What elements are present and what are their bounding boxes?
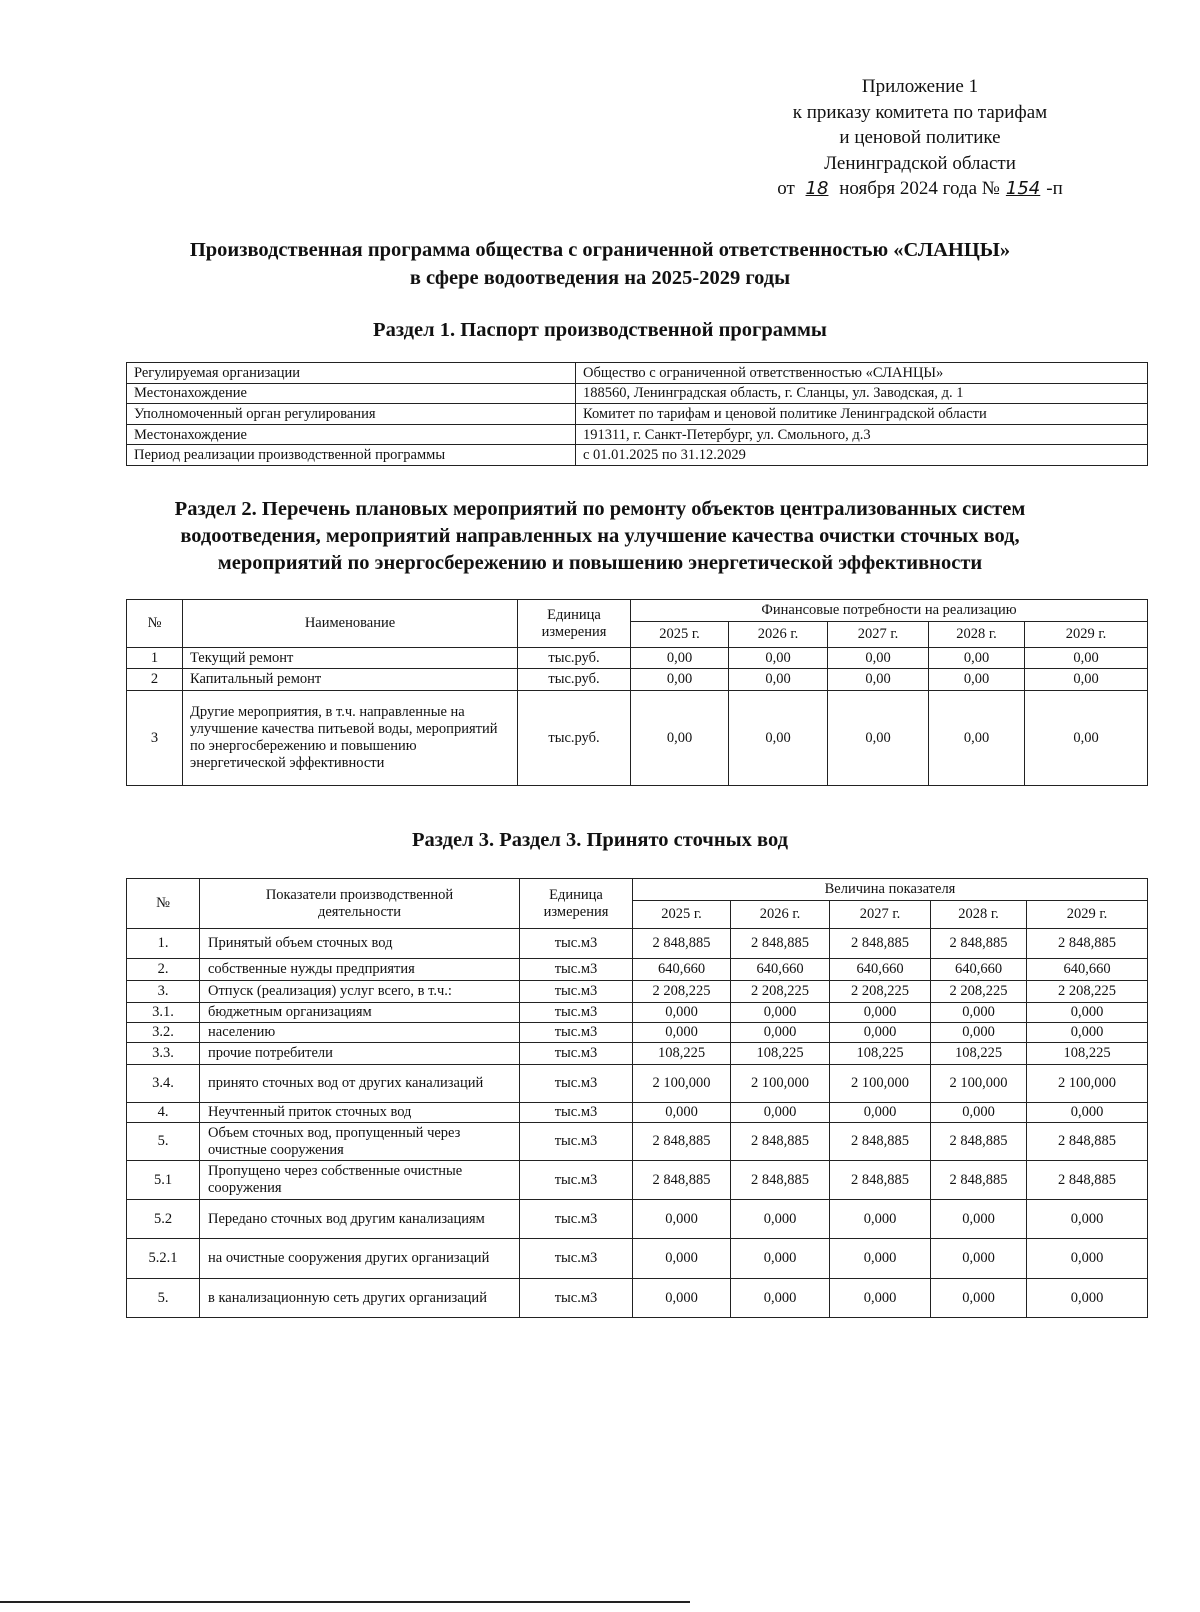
header-year: 2028 г.: [929, 622, 1025, 648]
row-value: 2 848,885: [633, 1123, 731, 1161]
header-year: 2029 г.: [1025, 622, 1148, 648]
row-value: 0,000: [731, 1103, 830, 1123]
row-num: 3: [127, 691, 183, 786]
appendix-line: Приложение 1: [861, 76, 979, 97]
row-name: принято сточных вод от других канализаций: [200, 1065, 520, 1103]
row-value: 2 100,000: [931, 1065, 1027, 1103]
row-value: 0,000: [931, 1239, 1027, 1279]
row-unit: тыс.м3: [520, 959, 633, 981]
row-name: Объем сточных вод, пропущенный через очистные сооружения: [200, 1123, 520, 1161]
appendix-header: [740, 74, 1100, 202]
row-name: Пропущено через собственные очистные сооружения: [200, 1161, 520, 1200]
section1-title: Раздел 1. Паспорт производственной программы: [373, 319, 827, 341]
section2-title-line: Раздел 2. Перечень плановых мероприятий по ремонту объектов централизованных систем: [174, 498, 1026, 520]
table-row: [127, 981, 1148, 1003]
appendix-date-line: [740, 176, 1100, 202]
indicators-table: [126, 878, 1148, 1318]
row-name: Отпуск (реализация) услуг всего, в т.ч.:: [200, 981, 520, 1003]
row-value: 108,225: [931, 1043, 1027, 1065]
row-value: 0,000: [731, 1003, 830, 1023]
table-row: [127, 669, 1148, 691]
row-value: 0,000: [1027, 1200, 1148, 1239]
row-value: 108,225: [1027, 1043, 1148, 1065]
row-unit: тыс.м3: [520, 929, 633, 959]
row-value: 0,00: [828, 669, 929, 691]
passport-row: [127, 363, 1148, 384]
row-value: 2 848,885: [731, 929, 830, 959]
row-value: 0,00: [929, 669, 1025, 691]
row-value: 2 848,885: [931, 1123, 1027, 1161]
row-name: в канализационную сеть других организаций: [200, 1279, 520, 1318]
row-value: 2 848,885: [931, 1161, 1027, 1200]
row-unit: тыс.м3: [520, 981, 633, 1003]
row-value: 0,000: [1027, 1279, 1148, 1318]
header-name: Наименование: [183, 600, 518, 648]
row-num: 5.2: [127, 1200, 200, 1239]
row-value: 0,000: [731, 1200, 830, 1239]
row-value: 2 208,225: [1027, 981, 1148, 1003]
header-year: 2026 г.: [729, 622, 828, 648]
row-name: Другие мероприятия, в т.ч. направленные на улучшение качества питьевой воды, мероприятий по энергосбережению и повышению энергетической эффективности: [183, 691, 518, 786]
row-unit: тыс.м3: [520, 1023, 633, 1043]
header-indicator-value: Величина показателя: [633, 879, 1148, 901]
row-value: 2 848,885: [633, 1161, 731, 1200]
section2-title-line: водоотведения, мероприятий направленных на улучшение качества очистки сточных вод,: [180, 525, 1020, 547]
row-value: 0,000: [731, 1023, 830, 1043]
header-unit: [518, 600, 631, 648]
passport-row: [127, 383, 1148, 404]
row-value: 640,660: [830, 959, 931, 981]
row-value: 0,000: [931, 1003, 1027, 1023]
row-value: 0,000: [1027, 1239, 1148, 1279]
row-value: 2 848,885: [731, 1161, 830, 1200]
row-unit: тыс.м3: [520, 1103, 633, 1123]
row-unit: тыс.м3: [520, 1200, 633, 1239]
row-value: 0,000: [931, 1103, 1027, 1123]
passport-label: Местонахождение: [127, 424, 576, 445]
table-row: [127, 1043, 1148, 1065]
row-unit: тыс.м3: [520, 1279, 633, 1318]
row-value: 2 848,885: [931, 929, 1027, 959]
table-row: [127, 959, 1148, 981]
row-unit: тыс.м3: [520, 1065, 633, 1103]
row-value: 0,000: [731, 1239, 830, 1279]
header-year: 2029 г.: [1027, 901, 1148, 929]
passport-label: Регулируемая организации: [127, 363, 576, 384]
row-num: 2: [127, 669, 183, 691]
table-row: [127, 1161, 1148, 1200]
header-year: 2028 г.: [931, 901, 1027, 929]
row-num: 5.1: [127, 1161, 200, 1200]
row-name: собственные нужды предприятия: [200, 959, 520, 981]
table-row: [127, 1239, 1148, 1279]
handwritten-day: 18: [805, 178, 829, 199]
document-title-line: Производственная программа общества с ограниченной ответственностью «СЛАНЦЫ»: [189, 239, 1011, 261]
header-year: 2026 г.: [731, 901, 830, 929]
activities-table: [126, 599, 1148, 786]
row-value: 640,660: [731, 959, 830, 981]
row-value: 0,00: [929, 648, 1025, 669]
header-indicator-line: деятельности: [317, 903, 401, 920]
row-value: 0,000: [633, 1239, 731, 1279]
row-name: Передано сточных вод другим канализациям: [200, 1200, 520, 1239]
header-indicator: [200, 879, 520, 929]
row-num: 5.2.1: [127, 1239, 200, 1279]
row-name: на очистные сооружения других организаций: [200, 1239, 520, 1279]
passport-label: Период реализации производственной программы: [127, 445, 576, 466]
row-value: 0,00: [729, 669, 828, 691]
row-value: 0,000: [931, 1279, 1027, 1318]
row-unit: тыс.руб.: [518, 691, 631, 786]
row-value: 640,660: [1027, 959, 1148, 981]
row-num: 3.3.: [127, 1043, 200, 1065]
passport-label: Уполномоченный орган регулирования: [127, 404, 576, 425]
table-row: [127, 1103, 1148, 1123]
row-name: прочие потребители: [200, 1043, 520, 1065]
section2-title-line: мероприятий по энергосбережению и повышению энергетической эффективности: [217, 552, 983, 574]
passport-value: 191311, г. Санкт-Петербург, ул. Смольного, д.3: [576, 424, 1148, 445]
table-row: [127, 691, 1148, 786]
passport-row: [127, 445, 1148, 466]
row-value: 2 848,885: [830, 1161, 931, 1200]
row-name: Неучтенный приток сточных вод: [200, 1103, 520, 1123]
table-row: [127, 929, 1148, 959]
row-value: 0,00: [929, 691, 1025, 786]
document-title: [100, 236, 1100, 292]
row-num: 4.: [127, 1103, 200, 1123]
appendix-line: Ленинградской области: [824, 152, 1016, 174]
header-unit-line: измерения: [541, 623, 607, 640]
row-value: 0,000: [830, 1003, 931, 1023]
row-unit: тыс.м3: [520, 1043, 633, 1065]
row-value: 2 208,225: [830, 981, 931, 1003]
section2-title: [100, 496, 1100, 577]
table-row: [127, 1123, 1148, 1161]
row-value: 0,000: [633, 1200, 731, 1239]
row-num: 1: [127, 648, 183, 669]
row-value: 0,000: [633, 1003, 731, 1023]
row-value: 0,000: [830, 1200, 931, 1239]
passport-row: [127, 404, 1148, 425]
passport-table: [126, 362, 1148, 466]
row-value: 0,00: [729, 648, 828, 669]
row-name: Текущий ремонт: [183, 648, 518, 669]
row-value: 0,000: [1027, 1023, 1148, 1043]
table-row: [127, 1023, 1148, 1043]
row-unit: тыс.м3: [520, 1123, 633, 1161]
table-row: [127, 1065, 1148, 1103]
header-year: 2025 г.: [633, 901, 731, 929]
row-value: 0,00: [631, 691, 729, 786]
row-value: 108,225: [633, 1043, 731, 1065]
header-num: №: [127, 600, 183, 648]
header-unit-line: Единица: [549, 886, 603, 903]
row-num: 3.4.: [127, 1065, 200, 1103]
row-value: 0,00: [1025, 648, 1148, 669]
date-middle: ноября 2024 года №: [839, 178, 1000, 199]
row-value: 2 848,885: [1027, 1123, 1148, 1161]
row-num: 2.: [127, 959, 200, 981]
row-unit: тыс.руб.: [518, 669, 631, 691]
row-value: 0,000: [931, 1023, 1027, 1043]
row-value: 0,000: [1027, 1003, 1148, 1023]
row-value: 0,000: [830, 1023, 931, 1043]
table-row: [127, 1003, 1148, 1023]
row-value: 2 848,885: [1027, 929, 1148, 959]
row-value: 0,00: [1025, 669, 1148, 691]
header-financial-needs: Финансовые потребности на реализацию: [631, 600, 1148, 622]
row-value: 2 208,225: [731, 981, 830, 1003]
row-name: Принятый объем сточных вод: [200, 929, 520, 959]
row-value: 0,000: [931, 1200, 1027, 1239]
row-value: 2 848,885: [633, 929, 731, 959]
handwritten-number: 154: [1005, 178, 1041, 199]
row-unit: тыс.м3: [520, 1161, 633, 1200]
row-value: 0,000: [1027, 1103, 1148, 1123]
row-num: 3.1.: [127, 1003, 200, 1023]
header-year: 2027 г.: [830, 901, 931, 929]
row-value: 2 208,225: [931, 981, 1027, 1003]
row-value: 0,000: [731, 1279, 830, 1318]
row-value: 2 100,000: [731, 1065, 830, 1103]
passport-label: Местонахождение: [127, 383, 576, 404]
table-row: [127, 648, 1148, 669]
row-unit: тыс.руб.: [518, 648, 631, 669]
row-value: 0,000: [830, 1239, 931, 1279]
row-value: 0,00: [631, 648, 729, 669]
row-value: 2 100,000: [1027, 1065, 1148, 1103]
row-value: 2 848,885: [830, 1123, 931, 1161]
header-indicator-line: Показатели производственной: [265, 886, 454, 903]
row-name: бюджетным организациям: [200, 1003, 520, 1023]
row-value: 2 100,000: [633, 1065, 731, 1103]
passport-value: с 01.01.2025 по 31.12.2029: [576, 445, 1148, 466]
table-row: [127, 1200, 1148, 1239]
section3-title: Раздел 3. Раздел 3. Принято сточных вод: [411, 829, 789, 851]
table-row: [127, 1279, 1148, 1318]
header-unit-line: Единица: [547, 606, 601, 623]
header-unit-line: измерения: [543, 903, 609, 920]
row-value: 2 848,885: [830, 929, 931, 959]
date-prefix: от: [777, 178, 795, 199]
row-value: 0,00: [828, 691, 929, 786]
header-unit: [520, 879, 633, 929]
row-value: 0,000: [633, 1023, 731, 1043]
row-value: 108,225: [830, 1043, 931, 1065]
row-value: 2 208,225: [633, 981, 731, 1003]
row-num: 3.2.: [127, 1023, 200, 1043]
row-num: 5.: [127, 1123, 200, 1161]
row-value: 2 848,885: [731, 1123, 830, 1161]
number-suffix: -п: [1046, 178, 1063, 199]
row-num: 1.: [127, 929, 200, 959]
row-value: 640,660: [931, 959, 1027, 981]
row-value: 0,00: [631, 669, 729, 691]
row-name: населению: [200, 1023, 520, 1043]
header-num: №: [127, 879, 200, 929]
row-value: 0,000: [830, 1103, 931, 1123]
passport-row: [127, 424, 1148, 445]
row-value: 0,000: [830, 1279, 931, 1318]
passport-value: 188560, Ленинградская область, г. Сланцы, ул. Заводская, д. 1: [576, 383, 1148, 404]
document-title-line: в сфере водоотведения на 2025-2029 годы: [409, 267, 791, 289]
row-value: 108,225: [731, 1043, 830, 1065]
row-num: 3.: [127, 981, 200, 1003]
header-year: 2025 г.: [631, 622, 729, 648]
passport-value: Общество с ограниченной ответственностью «СЛАНЦЫ»: [576, 363, 1148, 384]
row-unit: тыс.м3: [520, 1003, 633, 1023]
row-value: 0,00: [1025, 691, 1148, 786]
row-name: Капитальный ремонт: [183, 669, 518, 691]
row-unit: тыс.м3: [520, 1239, 633, 1279]
appendix-line: к приказу комитета по тарифам: [792, 101, 1048, 123]
row-value: 0,00: [729, 691, 828, 786]
passport-value: Комитет по тарифам и ценовой политике Ленинградской области: [576, 404, 1148, 425]
row-value: 2 848,885: [1027, 1161, 1148, 1200]
row-value: 0,000: [633, 1279, 731, 1318]
row-value: 640,660: [633, 959, 731, 981]
row-value: 2 100,000: [830, 1065, 931, 1103]
row-value: 0,00: [828, 648, 929, 669]
bottom-rule: [0, 1601, 690, 1603]
appendix-line: и ценовой политике: [839, 127, 1001, 148]
row-num: 5.: [127, 1279, 200, 1318]
header-year: 2027 г.: [828, 622, 929, 648]
row-value: 0,000: [633, 1103, 731, 1123]
